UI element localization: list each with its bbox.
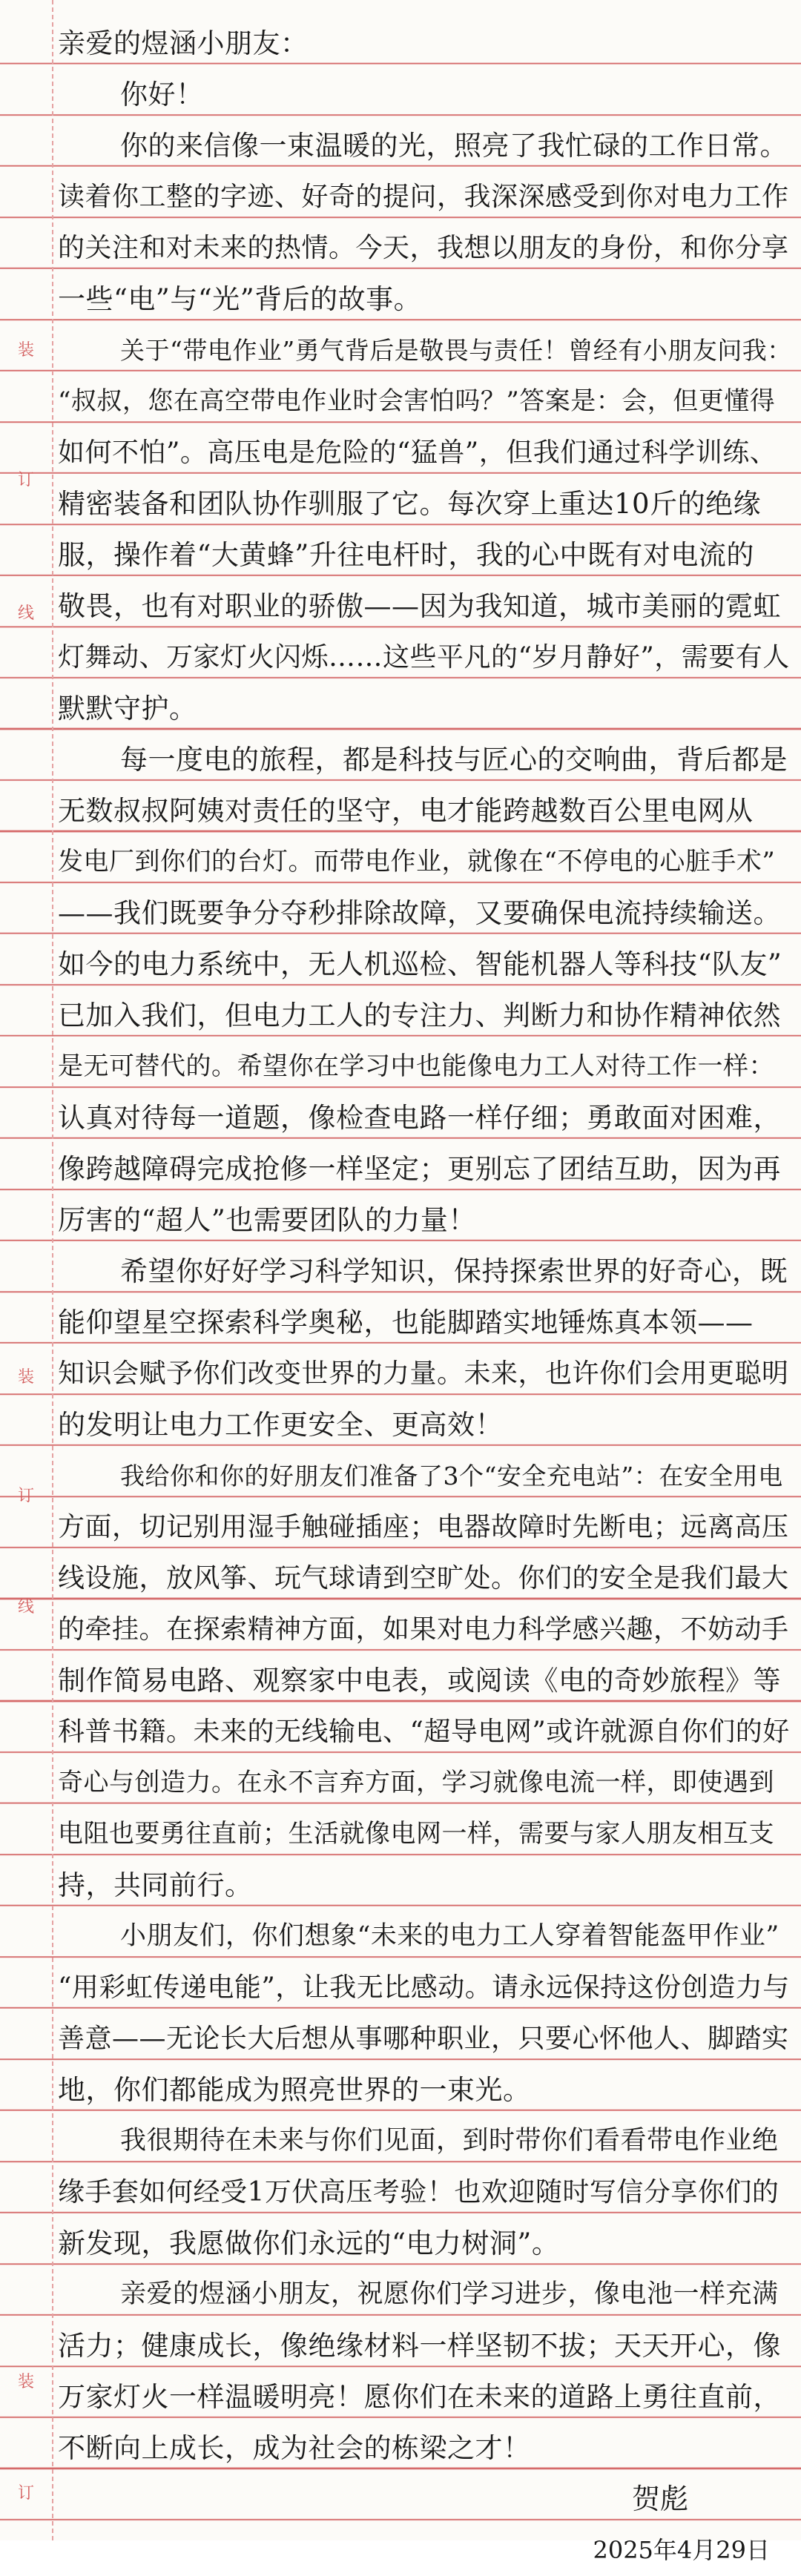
binding-mark: 订 bbox=[17, 2484, 34, 2503]
letter-line: 一些“电”与“光”背后的故事。 bbox=[58, 283, 422, 315]
letter-line: 知识会赋予你们改变世界的力量。未来，也许你们会用更聪明 bbox=[58, 1358, 789, 1389]
letter-line: 的发明让电力工作更安全、更高效！ bbox=[58, 1409, 503, 1441]
letter-line: 不断向上成长，成为社会的栋梁之才！ bbox=[58, 2432, 531, 2464]
salutation: 亲爱的煜涵小朋友： bbox=[58, 27, 309, 59]
letter-line: 灯舞动、万家灯火闪烁……这些平凡的“岁月静好”，需要有人 bbox=[58, 642, 790, 673]
letter-line: 电阻也要勇往直前；生活就像电网一样，需要与家人朋友相互支 bbox=[58, 1819, 774, 1849]
letter-line: 默默守护。 bbox=[58, 693, 197, 724]
letter-line: 希望你好好学习科学知识，保持探索世界的好奇心，既 bbox=[120, 1255, 788, 1287]
letter-line: 活力；健康成长，像绝缘材料一样坚韧不拔；天天开心，像 bbox=[58, 2330, 781, 2362]
letter-line: 奇心与创造力。在永不言弃方面，学习就像电流一样，即使遇到 bbox=[58, 1768, 774, 1797]
letter-line: 我很期待在未来与你们见面，到时带你们看看带电作业绝 bbox=[120, 2126, 779, 2156]
letter-line: 的牵挂。在探索精神方面，如果对电力科学感兴趣，不妨动手 bbox=[58, 1614, 789, 1645]
binding-mark: 订 bbox=[17, 471, 34, 489]
letter-lines bbox=[58, 120, 792, 2474]
letter-line: 小朋友们，你们想象“未来的电力工人穿着智能盔甲作业” bbox=[120, 1921, 779, 1951]
binding-mark: 订 bbox=[17, 1487, 34, 1505]
letter-line: 认真对待每一道题，像检查电路一样仔细；勇敢面对困难， bbox=[58, 1102, 781, 1134]
letter-date: 2025年4月29日 bbox=[593, 2536, 770, 2564]
letter-line: 每一度电的旅程，都是科技与匠心的交响曲，背后都是 bbox=[120, 744, 788, 776]
letter-line: 我给你和你的好朋友们准备了3个“安全充电站”：在安全用电 bbox=[120, 1462, 783, 1490]
letter-line: 线设施，放风筝、玩气球请到空旷处。你们的安全是我们最大 bbox=[58, 1563, 789, 1594]
binding-mark: 装 bbox=[17, 1368, 34, 1387]
letter-line: 已加入我们，但电力工人的专注力、判断力和协作精神依然 bbox=[58, 1000, 781, 1031]
letter-line: 如何不怕”。高压电是危险的“猛兽”，但我们通过科学训练、 bbox=[58, 437, 777, 468]
letter-line: 万家灯火一样温暖明亮！愿你们在未来的道路上勇往直前， bbox=[58, 2381, 781, 2413]
signature: 贺彪 bbox=[631, 2483, 688, 2515]
letter-line: 地，你们都能成为照亮世界的一束光。 bbox=[58, 2074, 531, 2106]
letter-line: 敬畏，也有对职业的骄傲——因为我知道，城市美丽的霓虹 bbox=[58, 590, 781, 622]
letter-line: “叔叔，您在高空带电作业时会害怕吗？”答案是：会，但更懂得 bbox=[58, 386, 776, 416]
binding-mark: 装 bbox=[17, 2373, 34, 2391]
letter-line: ——我们既要争分夺秒排除故障，又要确保电流持续输送。 bbox=[58, 897, 781, 929]
letter-line: 亲爱的煜涵小朋友，祝愿你们学习进步，像电池一样充满 bbox=[120, 2279, 779, 2309]
letter-line: 善意——无论长大后想从事哪种职业，只要心怀他人、脚踏实 bbox=[58, 2024, 789, 2054]
letter-line: 像跨越障碍完成抢修一样坚定；更别忘了团结互助，因为再 bbox=[58, 1153, 781, 1185]
letter-line: 能仰望星空探索科学奥秘，也能脚踏实地锤炼真本领—— bbox=[58, 1307, 754, 1338]
letter-line: 厉害的“超人”也需要团队的力量！ bbox=[58, 1204, 476, 1236]
binding-margin bbox=[0, 0, 53, 2540]
letter-line: 持，共同前行。 bbox=[58, 1869, 253, 1901]
letter-body bbox=[58, 18, 792, 2576]
letter-line: 精密装备和团队协作驯服了它。每次穿上重达10斤的绝缘 bbox=[58, 488, 762, 520]
letter-line: 缘手套如何经受1万伏高压考验！也欢迎随时写信分享你们的 bbox=[58, 2177, 779, 2207]
binding-mark: 线 bbox=[17, 604, 34, 623]
letter-line: 你的来信像一束温暖的光，照亮了我忙碌的工作日常。 bbox=[120, 130, 788, 162]
letter-line: 读着你工整的字迹、好奇的提问，我深深感受到你对电力工作 bbox=[58, 182, 789, 212]
letter-line: 的关注和对未来的热情。今天，我想以朋友的身份，和你分享 bbox=[58, 233, 789, 263]
letter-line: 服，操作着“大黄蜂”升往电杆时，我的心中既有对电流的 bbox=[58, 539, 754, 571]
binding-mark: 线 bbox=[17, 1598, 34, 1616]
letter-line: 是无可替代的。希望你在学习中也能像电力工人对待工作一样： bbox=[58, 1051, 774, 1081]
binding-mark: 装 bbox=[17, 341, 34, 360]
letter-line: 方面，切记别用湿手触碰插座；电器故障时先断电；远离高压 bbox=[58, 1512, 789, 1542]
letter-line: 无数叔叔阿姨对责任的坚守，电才能跨越数百公里电网从 bbox=[58, 795, 754, 827]
letter-line: 制作简易电路、观察家中电表，或阅读《电的奇妙旅程》等 bbox=[58, 1665, 781, 1697]
letter-line: “用彩虹传递电能”，让我无比感动。请永远保持这份创造力与 bbox=[58, 1972, 790, 2003]
letter-line: 关于“带电作业”勇气背后是敬畏与责任！曾经有小朋友问我： bbox=[120, 336, 792, 365]
letter-line: 科普书籍。未来的无线输电、“超导电网”或许就源自你们的好 bbox=[58, 1717, 790, 1747]
letter-line: 新发现，我愿做你们永远的“电力树洞”。 bbox=[58, 2227, 560, 2259]
greeting: 你好！ bbox=[120, 79, 204, 110]
letter-line: 如今的电力系统中，无人机巡检、智能机器人等科技“队友” bbox=[58, 948, 782, 980]
letter-line: 发电厂到你们的台灯。而带电作业，就像在“不停电的心脏手术” bbox=[58, 847, 776, 876]
